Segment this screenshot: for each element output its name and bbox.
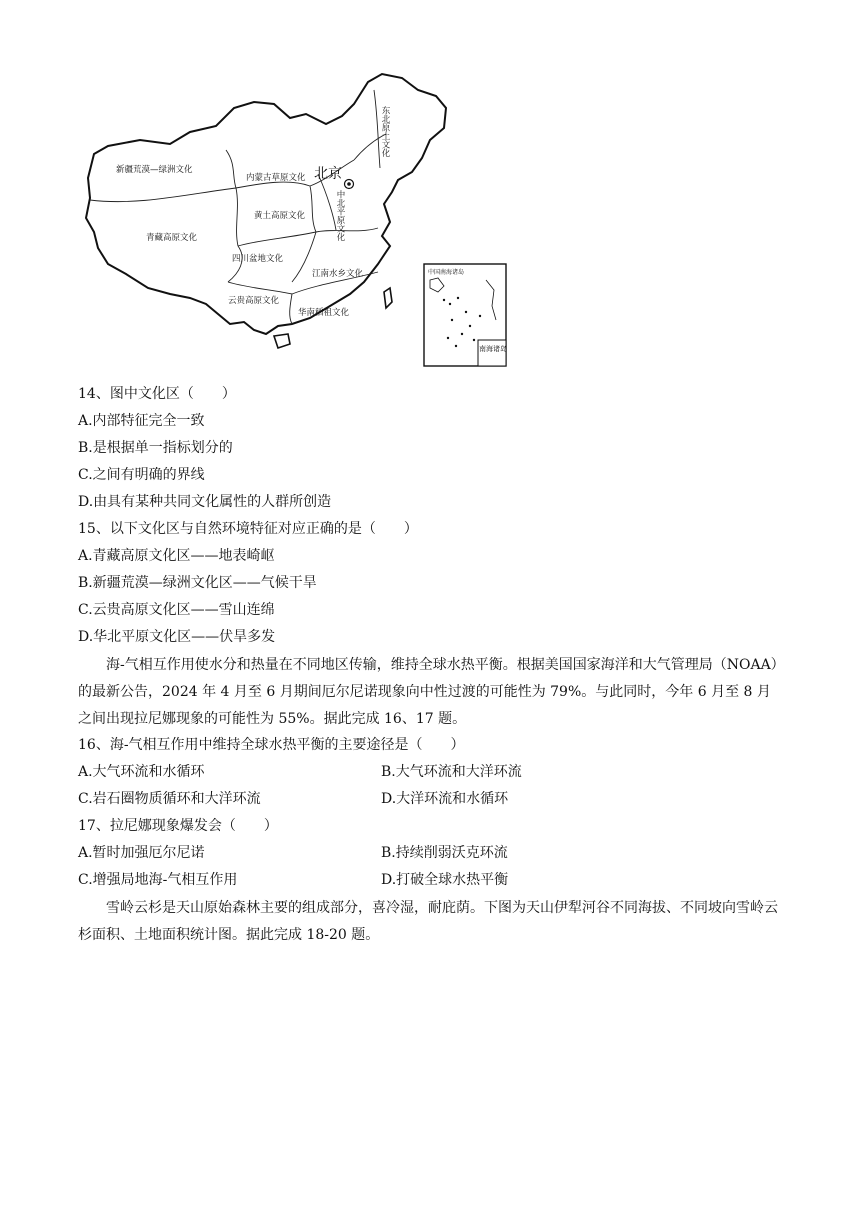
label-neimeng: 内蒙古草原文化 [246, 173, 306, 183]
q14-option-d: D.由具有某种共同文化属性的人群所创造 [78, 494, 332, 510]
label-huanan: 华南稻祖文化 [298, 308, 350, 318]
label-xinjiang: 新疆荒漠—绿洲文化 [116, 165, 193, 175]
q16-option-b: B.大气环流和大洋环流 [381, 764, 522, 780]
label-yungui: 云贵高原文化 [228, 296, 280, 306]
q16-option-c: C.岩石圈物质循环和大洋环流 [78, 791, 261, 807]
label-beijing: 北京 [314, 166, 342, 182]
q16-option-a: A.大气环流和水循环 [78, 764, 205, 780]
q14-option-b: B.是根据单一指标划分的 [78, 440, 233, 456]
q17-option-b: B.持续削弱沃克环流 [381, 845, 508, 861]
q17-option-a: A.暂时加强厄尔尼诺 [78, 845, 205, 861]
label-jiangnan: 江南水乡文化 [312, 269, 364, 279]
q17-stem: 17、拉尼娜现象爆发会（ ） [78, 818, 278, 834]
taiwan-island [384, 288, 392, 308]
china-outline [86, 74, 446, 334]
map-svg [78, 68, 518, 370]
south-sea-inset [424, 264, 507, 366]
hainan-island [274, 334, 290, 348]
label-qingzang: 青藏高原文化 [146, 233, 198, 243]
label-dongbei: 东北原土文化 [380, 106, 390, 157]
passage-spruce: 雪岭云杉是天山原始森林主要的组成部分，喜冷湿，耐庇荫。下图为天山伊犁河谷不同海拔、不同坡向雪岭云杉面积、土地面积统计图。据此完成 18-20 题。 [78, 900, 778, 943]
q15-option-b: B.新疆荒漠—绿洲文化区——气候干旱 [78, 575, 317, 591]
q15-option-c: C.云贵高原文化区——雪山连绵 [78, 602, 275, 618]
q17-option-c: C.增强局地海-气相互作用 [78, 872, 238, 888]
inset-label: 南海诸岛 [479, 345, 507, 353]
q14-stem: 14、图中文化区（ ） [78, 386, 236, 402]
q14-option-c: C.之间有明确的界线 [78, 467, 205, 483]
inset-title: 中国南海诸岛 [428, 269, 465, 276]
passage-ocean-atmosphere: 海-气相互作用使水分和热量在不同地区传输，维持全球水热平衡。根据美国国家海洋和大气管理局（NOAA）的最新公告，2024 年 4 月至 6 月期间厄尔尼诺现象向中性过渡的可能性为 79%。与此同时，今年 6 月至 8 月之间出现拉尼娜现象的可能性为 55%。据此完成 16、17 题。 [78, 657, 778, 727]
q15-stem: 15、以下文化区与自然环境特征对应正确的是（ ） [78, 521, 418, 537]
q14-option-a: A.内部特征完全一致 [78, 413, 205, 429]
q15-option-a: A.青藏高原文化区——地表崎岖 [78, 548, 275, 564]
label-huangtu: 黄土高原文化 [254, 211, 306, 221]
q15-option-d: D.华北平原文化区——伏旱多发 [78, 629, 276, 645]
q16-stem: 16、海-气相互作用中维持全球水热平衡的主要途径是（ ） [78, 737, 465, 753]
label-zhongbei: 中北平原文化 [335, 190, 345, 241]
q16-option-d: D.大洋环流和水循环 [381, 791, 509, 807]
china-culture-map [78, 68, 518, 370]
label-sichuan: 四川盆地文化 [232, 254, 284, 264]
q17-option-d: D.打破全球水热平衡 [381, 872, 509, 888]
